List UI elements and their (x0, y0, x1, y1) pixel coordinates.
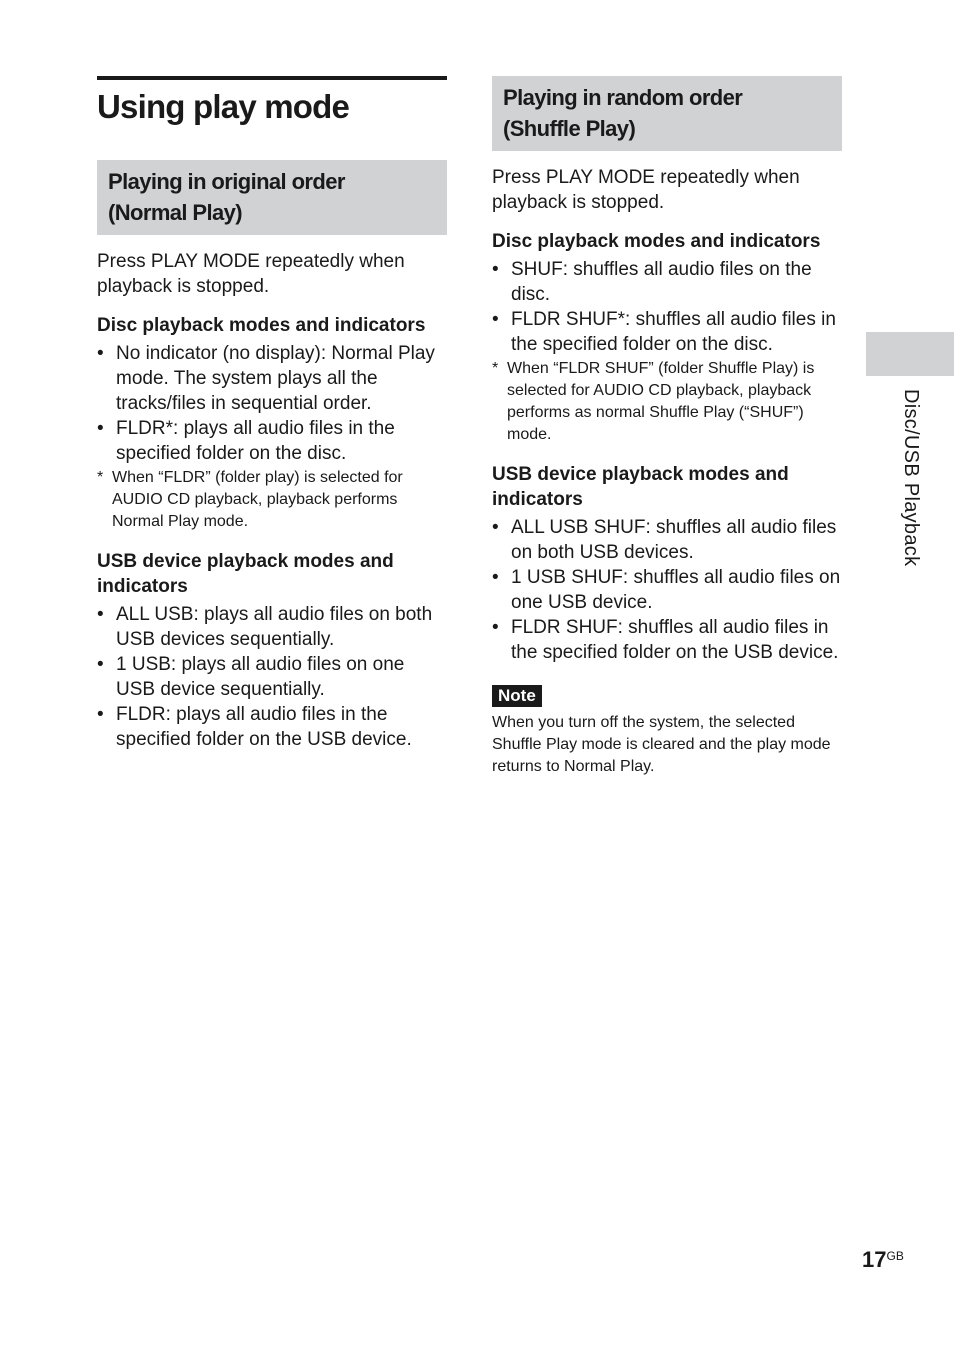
list-item: • 1 USB SHUF: shuffles all audio files on one USB device. (492, 565, 842, 615)
side-tab-label: Disc/USB Playback (900, 389, 922, 567)
footnote-text: When “FLDR” (folder play) is selected for AUDIO CD playback, playback performs Normal Play mode. (112, 469, 403, 530)
footnote-mark: * (492, 360, 499, 377)
shuffle-usb-list (492, 515, 842, 665)
side-tab-marker (866, 332, 954, 376)
shuffle-usb-heading: USB device playback modes and indicators (492, 464, 789, 510)
normal-play-heading-line1: Playing in original order (108, 169, 345, 194)
page-number-suffix: GB (886, 1249, 904, 1263)
page-number (862, 1247, 904, 1273)
footnote-text: When “FLDR SHUF” (folder Shuffle Play) is selected for AUDIO CD playback, playback performs as normal Shuffle Play (“SHUF”) mode. (507, 360, 815, 443)
page-number-value: 17 (862, 1247, 887, 1272)
shuffle-disc-footnote (492, 358, 842, 446)
list-item: • No indicator (no display): Normal Play mode. The system plays all the tracks/files in sequential order. (97, 341, 447, 416)
list-item: • SHUF: shuffles all audio files on the disc. (492, 257, 842, 307)
shuffle-disc-heading: Disc playback modes and indicators (492, 231, 821, 252)
shuffle-play-heading (492, 76, 842, 151)
list-item: • ALL USB: plays all audio files on both USB devices sequentially. (97, 602, 447, 652)
list-item: • FLDR: plays all audio files in the specified folder on the USB device. (97, 702, 447, 752)
normal-usb-heading: USB device playback modes and indicators (97, 551, 394, 597)
shuffle-play-intro: Press PLAY MODE repeatedly when playback is stopped. (492, 167, 800, 213)
normal-play-heading (97, 160, 447, 235)
list-item: • FLDR*: plays all audio files in the specified folder on the disc. (97, 416, 447, 466)
footnote-mark: * (97, 469, 104, 486)
note-text: When you turn off the system, the selected Shuffle Play mode is cleared and the play mode returns to Normal Play. (492, 714, 831, 775)
page-title: Using play mode (97, 76, 447, 128)
list-item: • FLDR SHUF: shuffles all audio files in the specified folder on the USB device. (492, 615, 842, 665)
list-item: • ALL USB SHUF: shuffles all audio files on both USB devices. (492, 515, 842, 565)
normal-disc-heading: Disc playback modes and indicators (97, 315, 426, 336)
list-item: • FLDR SHUF*: shuffles all audio files in the specified folder on the disc. (492, 307, 842, 357)
left-column (97, 76, 447, 752)
right-column (492, 76, 842, 778)
shuffle-disc-list (492, 257, 842, 357)
shuffle-play-heading-line2: (Shuffle Play) (503, 116, 636, 141)
note-label: Note (492, 685, 542, 707)
list-item: • 1 USB: plays all audio files on one USB device sequentially. (97, 652, 447, 702)
normal-disc-list (97, 341, 447, 466)
normal-disc-footnote (97, 467, 447, 533)
normal-play-heading-line2: (Normal Play) (108, 200, 243, 225)
normal-usb-list (97, 602, 447, 752)
normal-play-intro: Press PLAY MODE repeatedly when playback is stopped. (97, 251, 405, 297)
shuffle-play-heading-line1: Playing in random order (503, 85, 743, 110)
